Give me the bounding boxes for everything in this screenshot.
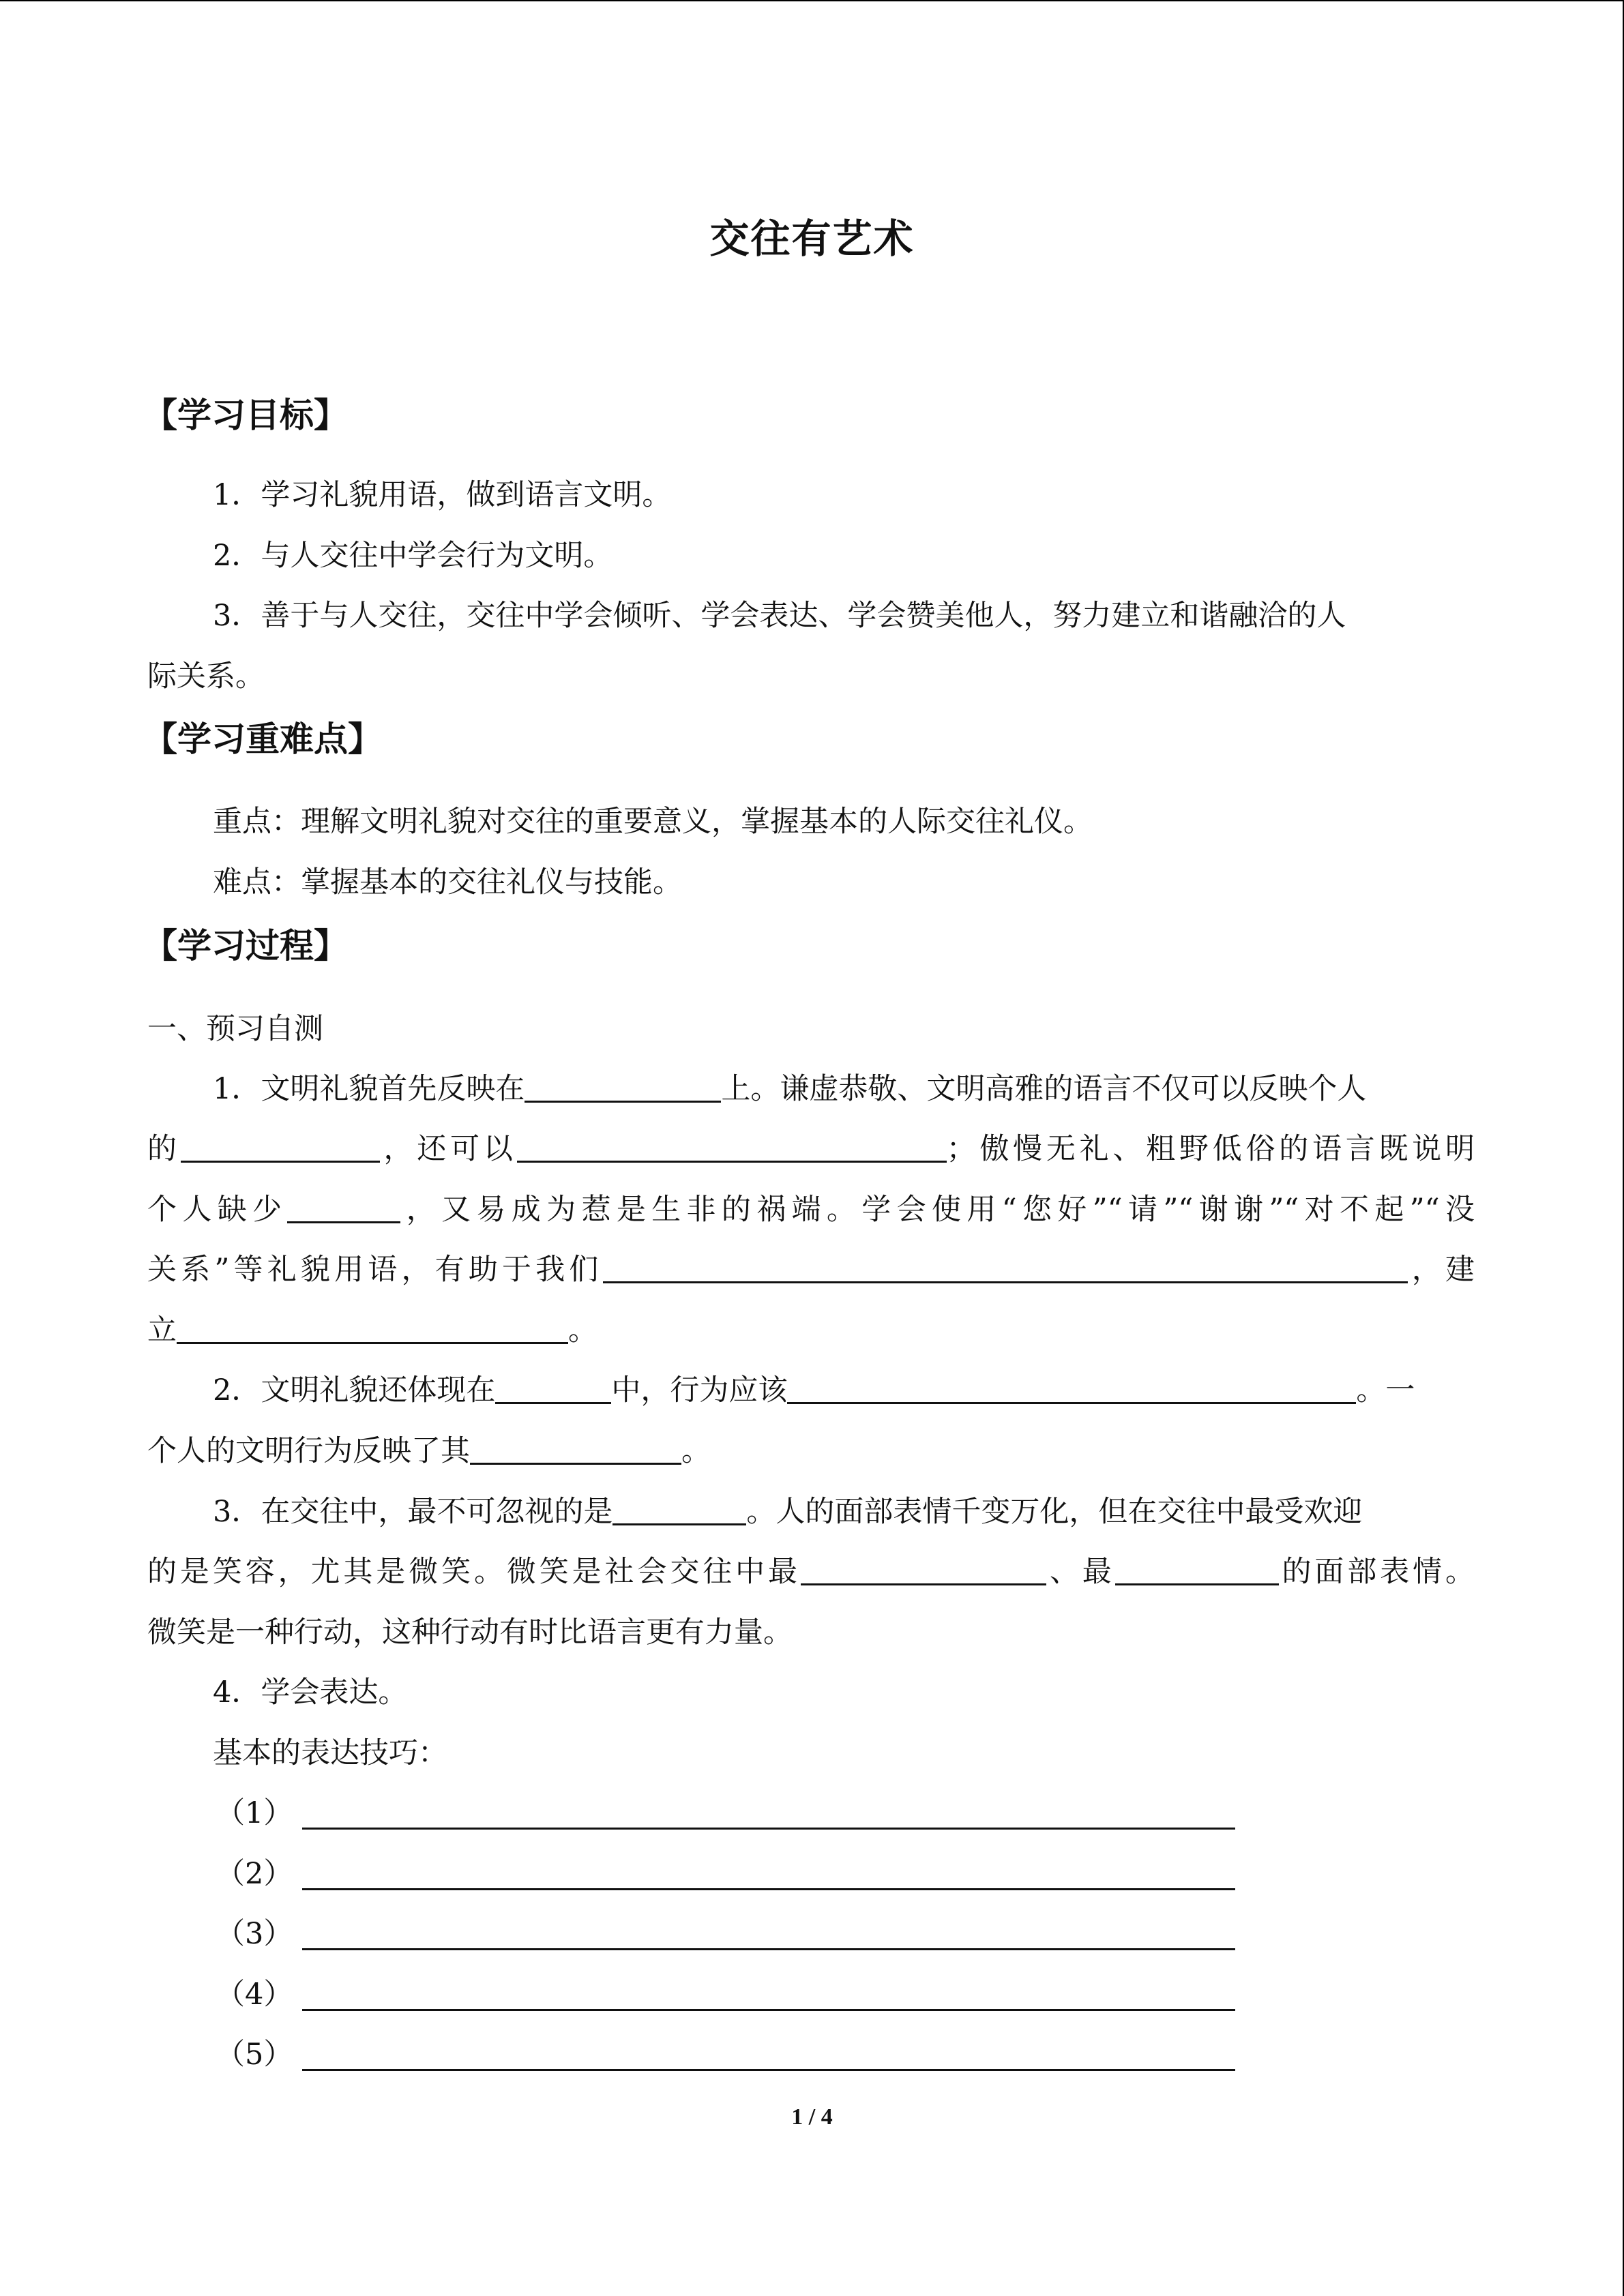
q2-text: 个人的文明行为反映了其 [147, 1434, 470, 1468]
technique-answer-row-4 [216, 1971, 1235, 2018]
objective-item-3-continued: 际关系。 [147, 659, 265, 694]
preview-subheading: 一、预习自测 [147, 1012, 323, 1046]
q1-blank-5[interactable] [603, 1249, 1408, 1283]
technique-answer-line[interactable] [302, 1792, 1235, 1830]
technique-answer-row-3 [216, 1910, 1235, 1958]
key-points-heading: 【学习重难点】 [143, 719, 382, 759]
q1-text: 关系”等礼貌用语，有助于我们 [147, 1253, 603, 1287]
q2-blank-3[interactable] [470, 1430, 681, 1465]
q1-text: 上。谦虚恭敬、文明高雅的语言不仅可以反映个人 [721, 1072, 1367, 1106]
q3-text: 、最 [1046, 1555, 1115, 1589]
objective-item-2: 2．与人交往中学会行为文明。 [213, 539, 613, 573]
q1-blank-1[interactable] [525, 1068, 721, 1103]
page-number: 1 / 4 [791, 2104, 833, 2130]
q1-text: 1．文明礼貌首先反映在 [213, 1072, 525, 1106]
document-title: 交往有艺术 [709, 215, 915, 262]
key-point-difficulty: 难点：掌握基本的交往礼仪与技能。 [213, 865, 682, 899]
technique-answer-row-1 [216, 1789, 1235, 1837]
q2-line-1 [213, 1367, 1415, 1414]
technique-answer-line[interactable] [302, 1973, 1235, 2011]
q1-blank-2[interactable] [181, 1128, 380, 1163]
q2-text: 。 [681, 1434, 711, 1468]
technique-number: （4） [216, 1978, 293, 2012]
q2-blank-1[interactable] [495, 1369, 611, 1404]
q3-text: 的是笑容，尤其是微笑。微笑是社会交往中最 [147, 1555, 801, 1589]
q3-line-2 [147, 1548, 1475, 1596]
q1-blank-3[interactable] [517, 1128, 947, 1163]
technique-answer-line[interactable] [302, 1853, 1235, 1890]
q3-blank-1[interactable] [612, 1491, 746, 1525]
q1-text: ，还可以 [379, 1132, 517, 1166]
q4-heading: 4．学会表达。 [213, 1675, 408, 1710]
objective-item-1: 1．学习礼貌用语，做到语言文明。 [213, 478, 672, 512]
q3-blank-3[interactable] [1115, 1551, 1279, 1585]
q1-text: ，又易成为惹是生非的祸端。学会使用“您好”“请”“谢谢”“对不起”“没 [400, 1193, 1475, 1227]
q1-text: 个人缺少 [147, 1193, 288, 1227]
technique-answer-line[interactable] [302, 2033, 1235, 2071]
q3-text: 3．在交往中，最不可忽视的是 [213, 1495, 613, 1529]
technique-answer-row-2 [216, 1850, 1235, 1898]
q1-line-4 [147, 1246, 1475, 1294]
technique-number: （3） [216, 1917, 293, 1951]
technique-number: （5） [216, 2038, 293, 2072]
q1-text: ，建 [1407, 1253, 1475, 1287]
q2-line-2 [147, 1427, 711, 1475]
process-heading: 【学习过程】 [143, 926, 348, 966]
q3-line-3: 微笑是一种行动，这种行动有时比语言更有力量。 [147, 1615, 793, 1650]
q3-text: 。人的面部表情千变万化，但在交往中最受欢迎 [746, 1495, 1363, 1529]
technique-number: （2） [216, 1857, 293, 1891]
q2-text: 。一 [1356, 1373, 1415, 1407]
objectives-heading: 【学习目标】 [143, 396, 348, 435]
q3-line-1 [213, 1488, 1362, 1536]
q2-blank-2[interactable] [787, 1369, 1356, 1404]
q1-text: 立 [147, 1313, 177, 1347]
q1-blank-4[interactable] [287, 1189, 400, 1223]
q1-blank-6[interactable] [177, 1309, 568, 1344]
q3-text: 的面部表情。 [1278, 1555, 1475, 1589]
q3-blank-2[interactable] [801, 1551, 1046, 1585]
q1-text: 。 [568, 1313, 597, 1347]
q1-text: 的 [147, 1132, 181, 1166]
objective-item-3: 3．善于与人交往，交往中学会倾听、学会表达、学会赞美他人，努力建立和谐融洽的人 [213, 599, 1346, 633]
technique-answer-row-5 [216, 2031, 1235, 2078]
q2-text: 2．文明礼貌还体现在 [213, 1373, 496, 1407]
q1-line-3 [147, 1186, 1475, 1234]
key-point-focus: 重点：理解文明礼貌对交往的重要意义，掌握基本的人际交往礼仪。 [213, 805, 1093, 839]
q2-text: 中，行为应该 [611, 1373, 788, 1407]
q1-text: ；傲慢无礼、粗野低俗的语言既说明 [946, 1132, 1475, 1166]
q1-line-1 [213, 1065, 1366, 1113]
technique-number: （1） [216, 1796, 293, 1830]
q4-intro: 基本的表达技巧： [213, 1736, 447, 1770]
q1-line-5 [147, 1307, 597, 1354]
technique-answer-line[interactable] [302, 1913, 1235, 1950]
q1-line-2 [147, 1125, 1475, 1173]
